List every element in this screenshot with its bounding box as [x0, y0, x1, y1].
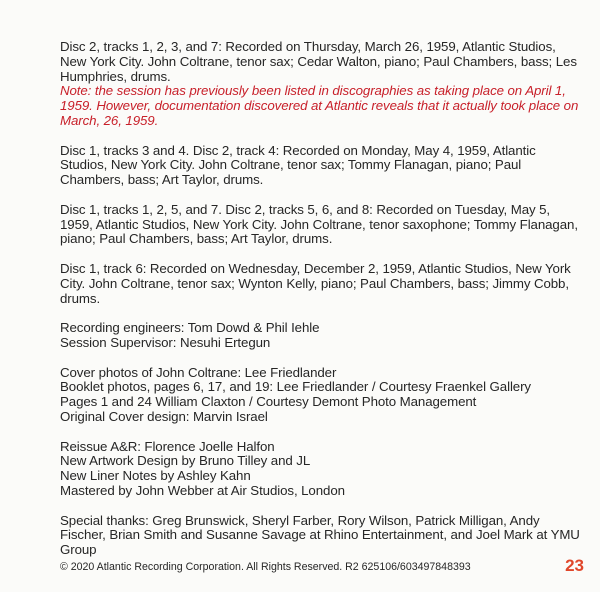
cover-photo-credit: Cover photos of John Coltrane: Lee Friedlander: [60, 364, 337, 380]
engineering-credits: [60, 321, 580, 351]
recording-engineers: Recording engineers: Tom Dowd & Phil Iehle: [60, 320, 320, 336]
liner-notes: New Liner Notes by Ashley Kahn: [60, 468, 251, 484]
session-block-1: [60, 40, 580, 129]
session-block-4: Disc 1, track 6: Recorded on Wednesday, December 2, 1959, Atlantic Studios, New York City. John Coltrane, tenor sax; Wynton Kelly, piano; Paul Chambers, bass; Jimmy Cobb, drums.: [60, 260, 571, 306]
booklet-photo-credit: Booklet photos, pages 6, 17, and 19: Lee Friedlander / Courtesy Fraenkel Gallery: [60, 379, 531, 395]
photo-credits: [60, 366, 580, 425]
session-block-2: Disc 1, tracks 3 and 4. Disc 2, track 4: Recorded on Monday, May 4, 1959, Atlantic Studios, New York City. John Coltrane, tenor sax; Tommy Flanagan, piano; Paul Chambers, bass; Art Taylor, drums.: [60, 142, 536, 188]
reissue-credits: [60, 440, 580, 499]
session-block-3: Disc 1, tracks 1, 2, 5, and 7. Disc 2, tracks 5, 6, and 8: Recorded on Tuesday, May 5, 1959, Atlantic Studios, New York City. John Coltrane, tenor saxophone; Tommy Flanagan, piano; Paul Chambers, bass; Art Taylor, drums.: [60, 201, 578, 247]
session-note: Note: the session has previously been listed in discographies as taking place on April 1, 1959. However, documentation discovered at Atlantic reveals that it actually took place on March, 26, 1959.: [60, 83, 579, 128]
special-thanks: Special thanks: Greg Brunswick, Sheryl Farber, Rory Wilson, Patrick Milligan, Andy Fischer, Brian Smith and Susanne Savage at Rhino Entertainment, and Joel Mark at YMU Group: [60, 512, 580, 558]
session-supervisor: Session Supervisor: Nesuhi Ertegun: [60, 334, 271, 350]
mastering: Mastered by John Webber at Air Studios, London: [60, 482, 345, 498]
artwork-design: New Artwork Design by Bruno Tilley and JL: [60, 453, 311, 469]
pages-photo-credit: Pages 1 and 24 William Claxton / Courtesy Demont Photo Management: [60, 394, 477, 410]
credits-content: [60, 40, 580, 573]
cover-design-credit: Original Cover design: Marvin Israel: [60, 408, 268, 424]
session-text: Disc 2, tracks 1, 2, 3, and 7: Recorded on Thursday, March 26, 1959, Atlantic Studios, New York City. John Coltrane, tenor sax; Cedar Walton, piano; Paul Chambers, bass; Les Humphries, drums.: [60, 39, 577, 84]
reissue-ar: Reissue A&R: Florence Joelle Halfon: [60, 438, 275, 454]
page-number: 23: [565, 556, 584, 575]
copyright-notice: © 2020 Atlantic Recording Corporation. All Rights Reserved. R2 625106/603497848393: [60, 561, 471, 573]
